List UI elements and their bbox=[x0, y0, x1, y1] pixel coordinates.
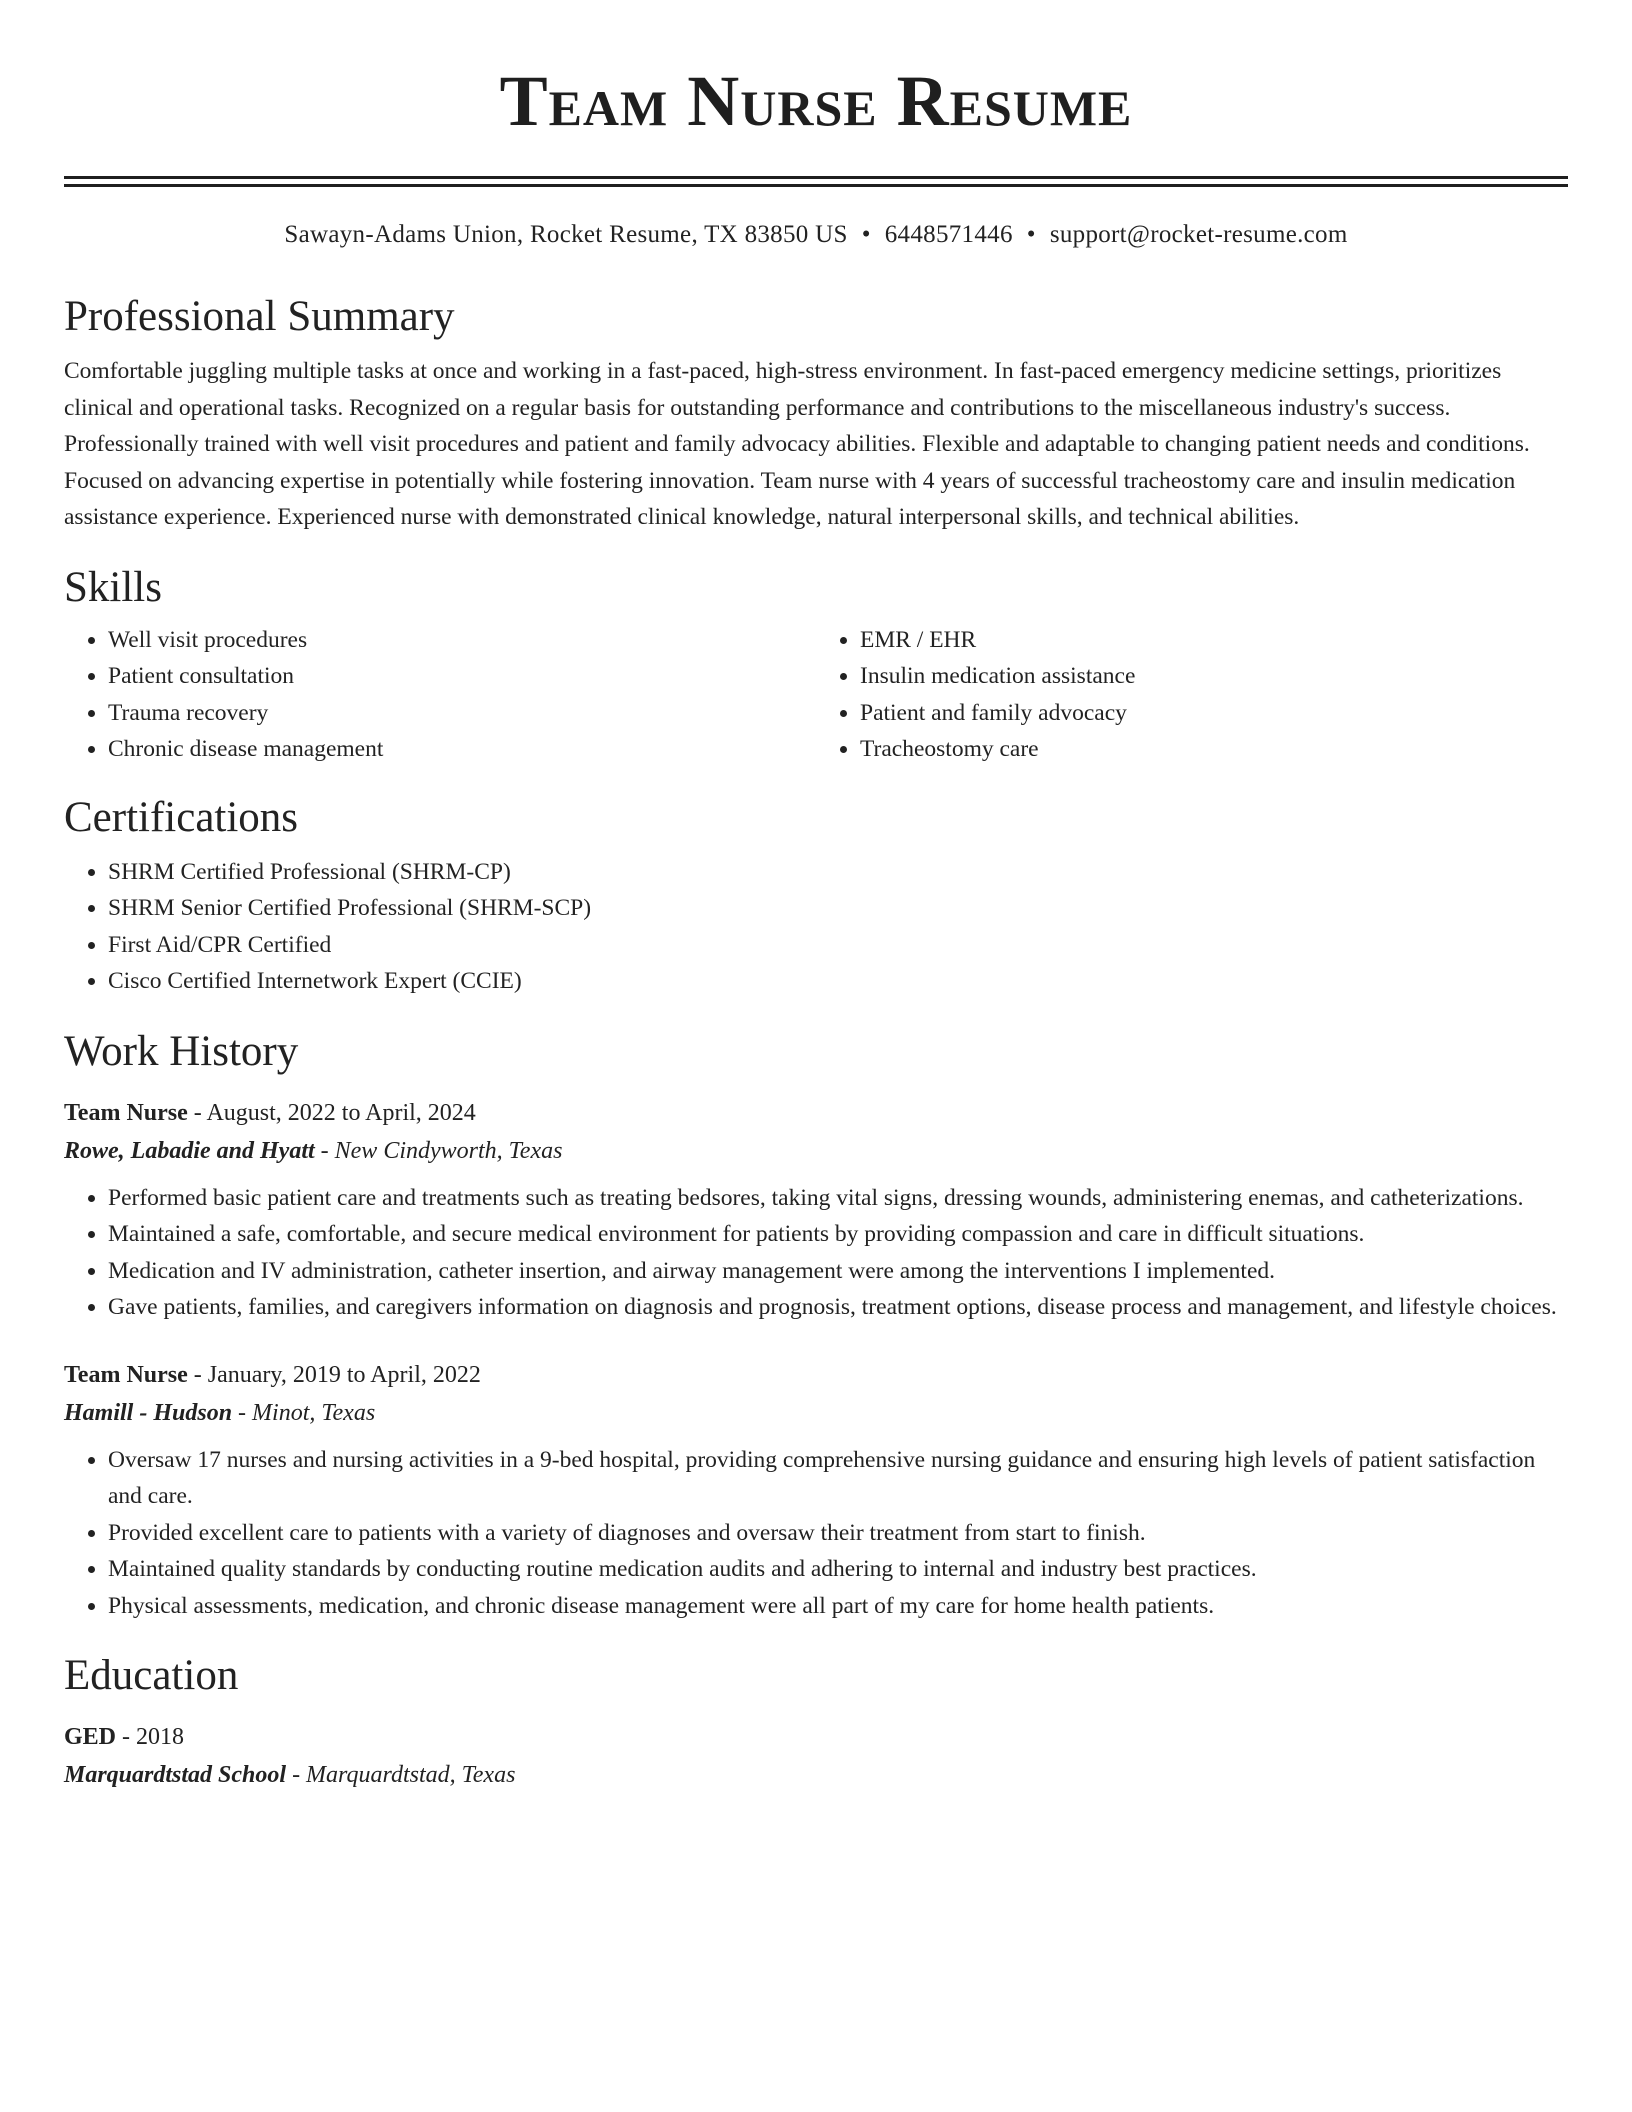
certification-item: • First Aid/CPR Certified bbox=[108, 927, 1568, 964]
skill-item: • EMR / EHR bbox=[860, 622, 1568, 659]
job-bullet: • Maintained quality standards by conducting routine medication audits and adhering to internal and industry best practices. bbox=[108, 1551, 1568, 1588]
education-degree-line bbox=[64, 1718, 1568, 1756]
job-bullet: • Gave patients, families, and caregivers information on diagnosis and prognosis, treatment options, disease process and management, and lifestyle choices. bbox=[108, 1289, 1568, 1326]
skill-item: • Insulin medication assistance bbox=[860, 658, 1568, 695]
job-location: - New Cindyworth, Texas bbox=[314, 1137, 563, 1164]
job-location: - Minot, Texas bbox=[232, 1399, 376, 1426]
skill-item: • Trauma recovery bbox=[108, 695, 816, 732]
education-heading: Education bbox=[64, 1652, 239, 1699]
summary-text: Comfortable juggling multiple tasks at once and working in a fast-paced, high-stress environment. In fast-paced emergency medicine settings, prioritizes clinical and operational tasks. Recognized on a regular basis for outstanding performance and contributions to the miscellaneous industry's success. Professionally trained with well visit procedures and patient and family advocacy abilities. Flexible and adaptable to changing patient needs and conditions. Focused on advancing expertise in potentially while fostering innovation. Team nurse with 4 years of successful tracheostomy care and insulin medication assistance experience. Experienced nurse with demonstrated clinical knowledge, natural interpersonal skills, and technical abilities. bbox=[64, 358, 1530, 530]
skills-list-left bbox=[64, 622, 816, 768]
job-bullets bbox=[64, 1180, 1568, 1326]
job-bullet: • Physical assessments, medication, and chronic disease management were all part of my care for home health patients. bbox=[108, 1588, 1568, 1625]
title-divider-top bbox=[64, 176, 1568, 179]
certifications-list bbox=[64, 854, 1568, 1000]
skill-item: • Tracheostomy care bbox=[860, 731, 1568, 768]
contact-address: Sawayn-Adams Union, Rocket Resume, TX 83850 US bbox=[284, 221, 848, 248]
job-bullet: • Performed basic patient care and treatments such as treating bedsores, taking vital signs, dressing wounds, administering enemas, and catheterizations. bbox=[108, 1180, 1568, 1217]
skill-item: • Well visit procedures bbox=[108, 622, 816, 659]
job-bullets bbox=[64, 1442, 1568, 1625]
skills-list-right bbox=[816, 622, 1568, 768]
skills-grid bbox=[64, 622, 1568, 768]
job-company: Hamill - Hudson bbox=[64, 1399, 233, 1426]
summary-heading: Professional Summary bbox=[64, 293, 455, 340]
job-title-line bbox=[64, 1094, 1568, 1132]
job-dates: - January, 2019 to April, 2022 bbox=[187, 1361, 481, 1388]
education-year: - 2018 bbox=[116, 1724, 185, 1750]
contact-separator: • bbox=[1026, 221, 1036, 248]
job-bullet: • Maintained a safe, comfortable, and secure medical environment for patients by providing compassion and care in difficult situations. bbox=[108, 1216, 1568, 1253]
job-title-line bbox=[64, 1356, 1568, 1394]
certification-item: • Cisco Certified Internetwork Expert (CCIE) bbox=[108, 963, 1568, 1000]
education-entry bbox=[64, 1718, 1568, 1794]
education-location: - Marquardtstad, Texas bbox=[286, 1762, 516, 1788]
skills-heading: Skills bbox=[64, 563, 162, 611]
work-history-heading: Work History bbox=[64, 1027, 299, 1075]
education-degree: GED bbox=[64, 1724, 117, 1750]
contact-phone: 6448571446 bbox=[884, 221, 1013, 248]
education-school: Marquardtstad School bbox=[64, 1762, 287, 1788]
job-dates: - August, 2022 to April, 2024 bbox=[187, 1099, 476, 1126]
job-company-line bbox=[64, 1394, 1568, 1432]
job-entry bbox=[64, 1356, 1568, 1625]
skill-item: • Patient and family advocacy bbox=[860, 695, 1568, 732]
job-entry bbox=[64, 1094, 1568, 1326]
education-school-line bbox=[64, 1756, 1568, 1794]
certification-item: • SHRM Senior Certified Professional (SHRM-SCP) bbox=[108, 890, 1568, 927]
contact-email: support@rocket-resume.com bbox=[1049, 221, 1348, 248]
job-title: Team Nurse bbox=[64, 1099, 188, 1126]
skill-item: • Patient consultation bbox=[108, 658, 816, 695]
job-company-line bbox=[64, 1132, 1568, 1170]
contact-line bbox=[64, 219, 1568, 251]
title-divider-bottom bbox=[64, 184, 1568, 187]
skill-item: • Chronic disease management bbox=[108, 731, 816, 768]
resume-title: Team Nurse Resume bbox=[499, 61, 1133, 141]
certification-item: • SHRM Certified Professional (SHRM-CP) bbox=[108, 854, 1568, 891]
job-bullet: • Oversaw 17 nurses and nursing activities in a 9-bed hospital, providing comprehensive nursing guidance and ensuring high levels of patient satisfaction and care. bbox=[108, 1442, 1568, 1515]
job-bullet: • Provided excellent care to patients with a variety of diagnoses and oversaw their treatment from start to finish. bbox=[108, 1515, 1568, 1552]
certifications-heading: Certifications bbox=[64, 793, 299, 841]
job-title: Team Nurse bbox=[64, 1361, 188, 1388]
job-bullet: • Medication and IV administration, catheter insertion, and airway management were among the interventions I implemented. bbox=[108, 1253, 1568, 1290]
job-company: Rowe, Labadie and Hyatt bbox=[64, 1137, 315, 1164]
contact-separator: • bbox=[861, 221, 871, 248]
